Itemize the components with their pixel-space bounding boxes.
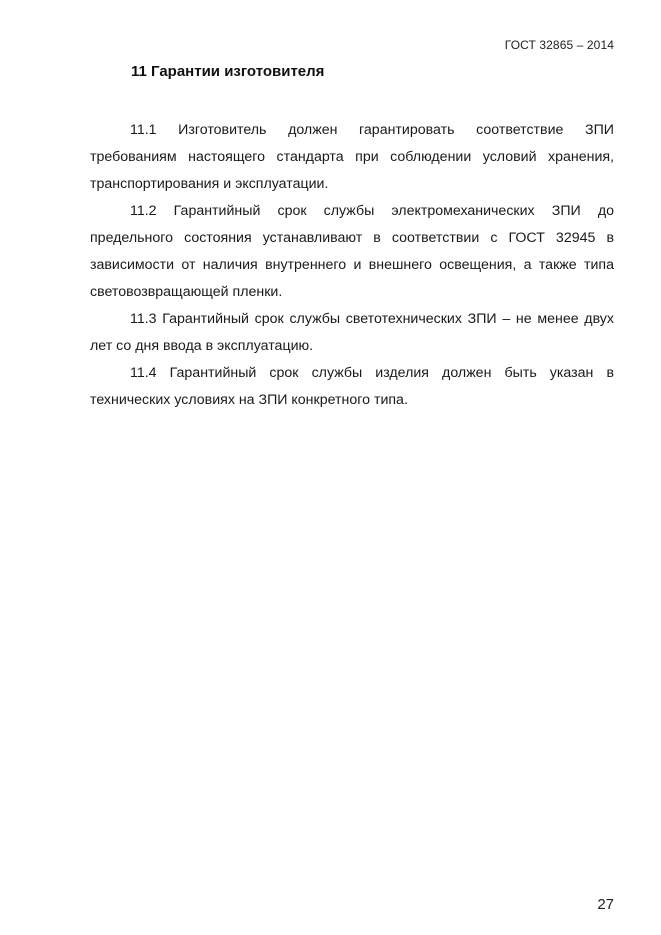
paragraph-11-4: 11.4 Гарантийный срок службы изделия должен быть указан в технических условиях на ЗПИ конкретного типа. <box>90 365 614 408</box>
paragraph-11-1: 11.1 Изготовитель должен гарантировать соответствие ЗПИ требованиям настоящего стандарта при соблюдении условий хранения, транспортирования и эксплуатации. <box>90 122 614 192</box>
section-title: 11 Гарантии изготовителя <box>131 63 325 80</box>
paragraph-11-2: 11.2 Гарантийный срок службы электромеханических ЗПИ до предельного состояния устанавливают в соответствии с ГОСТ 32945 в зависимости от наличия внутреннего и внешнего освещения, а также типа световозвращающей пленки. <box>90 203 614 300</box>
page-number: 27 <box>597 896 614 913</box>
standard-code-header: ГОСТ 32865 – 2014 <box>504 38 614 52</box>
section-body <box>90 117 614 414</box>
paragraph-11-3: 11.3 Гарантийный срок службы светотехнических ЗПИ – не менее двух лет со дня ввода в эксплуатацию. <box>90 311 614 354</box>
